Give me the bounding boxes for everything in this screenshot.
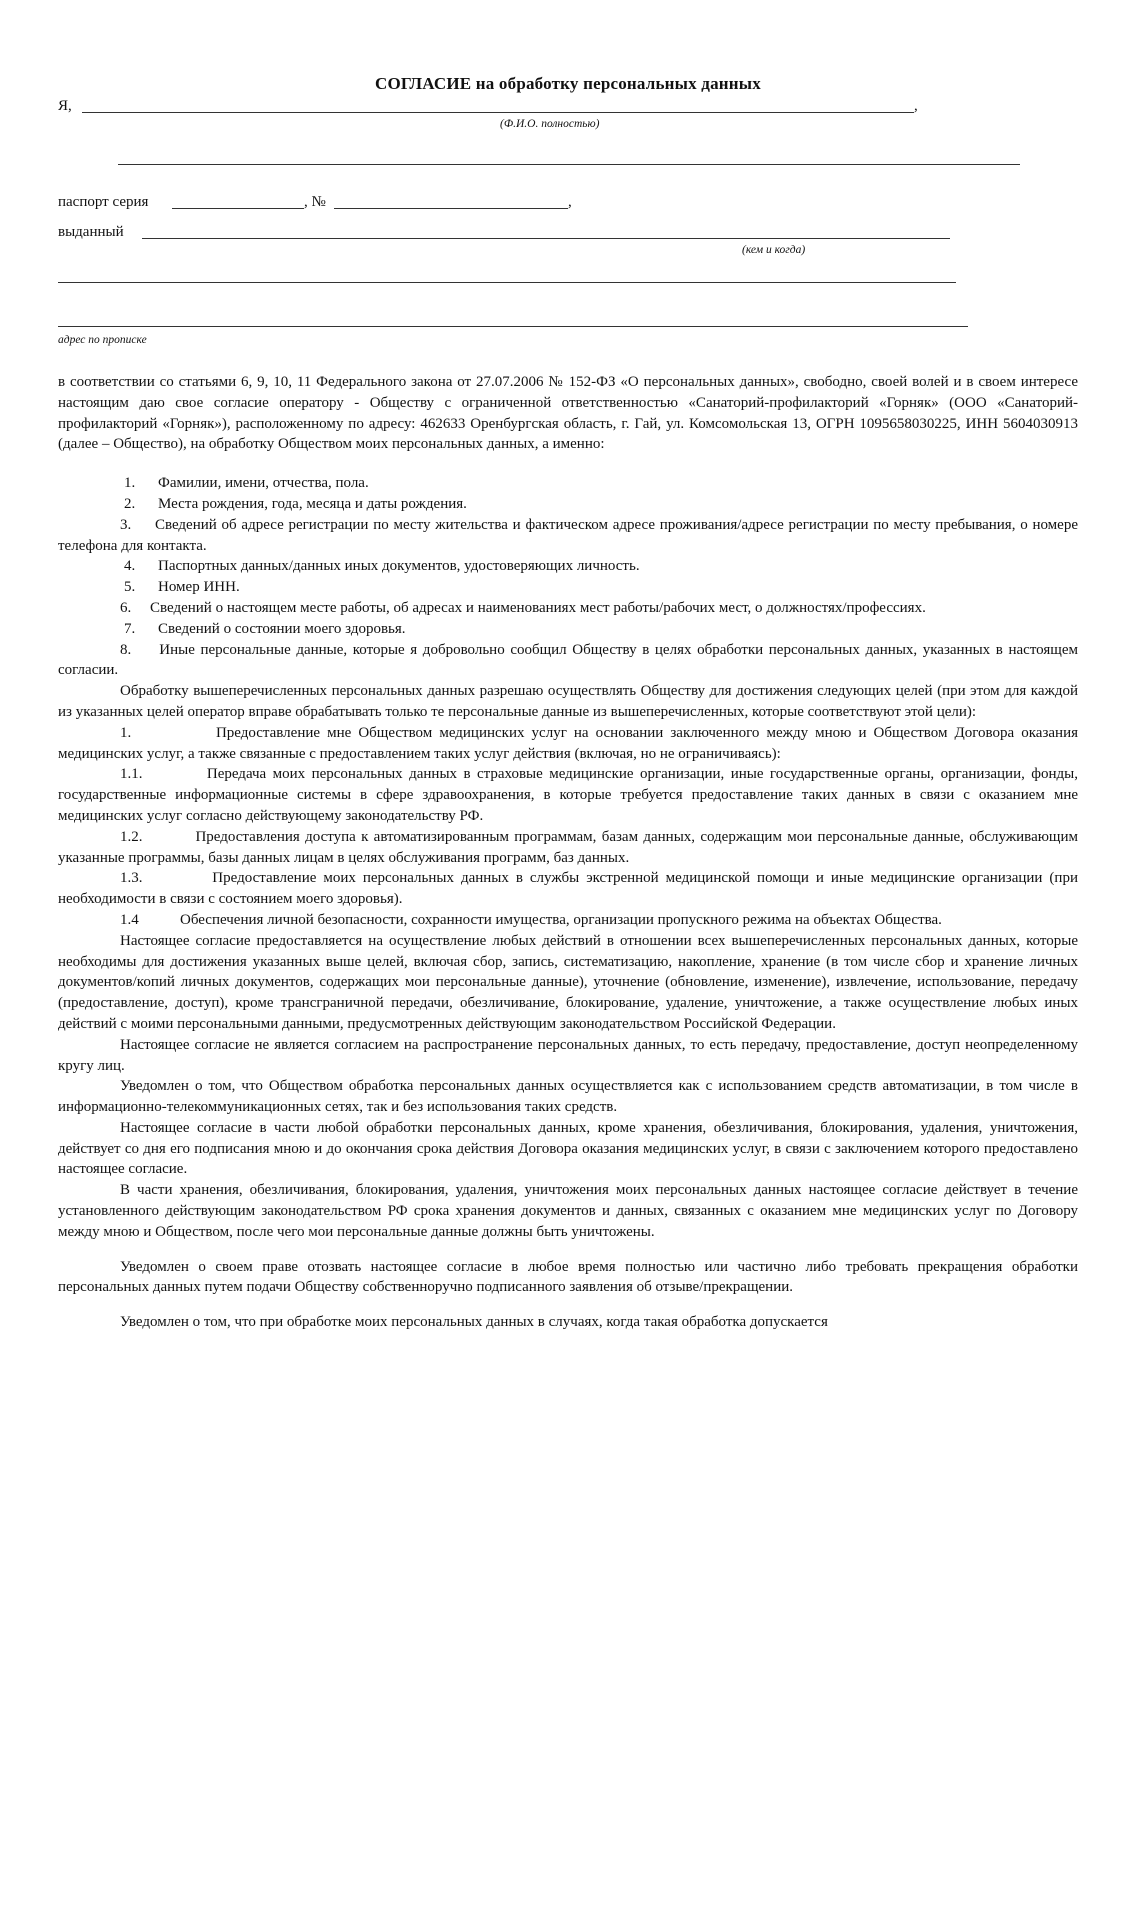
purpose-item: 1.1. Передача моих персональных данных в страховые медицинские организации, иные государственные органы, организации, фонды, государственные информационные системы в сфере здравоохранения, в которые требуется предоставление таких данных в связи с оказанием мне медицинских услуг согласно действующему законодательству РФ. (58, 766, 1078, 824)
list-item: 6. Сведений о настоящем месте работы, об адресах и наименованиях мест работы/рабочих мест, о должностях/профессиях. (120, 599, 926, 616)
passport-series-field[interactable] (172, 208, 304, 209)
document-title: СОГЛАСИЕ на обработку персональных данных (375, 74, 761, 93)
purpose-item: 1.2. Предоставления доступа к автоматизированным программам, базам данных, содержащим мои персональные данные, обслуживающим указанные программы, базы данных лицам в целях обслуживания программ, баз данных. (58, 828, 1079, 866)
list-item: 7. Сведений о состоянии моего здоровья. (124, 620, 406, 637)
paragraph: В части хранения, обезличивания, блокирования, удаления, уничтожения моих персональных данных настоящее согласие действует в течение установленного действующим законодательством РФ срока хранения документов и данных, связанных с оказанием мне медицинских услуг по Договору между мною и Обществом, после чего мои персональные данные должны быть уничтожены. (58, 1182, 1078, 1240)
paragraph: Настоящее согласие в части любой обработки персональных данных, кроме хранения, обезличивания, блокирования, удаления, уничтожения, действует со дня его подписания мною и до окончания срока действия Договора оказания медицинских услуг, в связи с заключением которого предоставлено настоящее согласие. (58, 1119, 1078, 1178)
purpose-item: 1.4 Обеспечения личной безопасности, сохранности имущества, организации пропускного режима на объектах Общества. (120, 911, 942, 928)
issued-label: выданный (58, 224, 124, 240)
passport-series-label: паспорт серия (58, 194, 149, 210)
purpose-item: 1. Предоставление мне Обществом медицинских услуг на основании заключенного между мною и Обществом Договора оказания медицинских услуг, а также связанные с предоставлением таких услуг действия (включая, но не ограничиваясь): (58, 724, 1078, 762)
list-item: 1. Фамилии, имени, отчества, пола. (124, 475, 369, 492)
paragraph: Уведомлен о том, что при обработке моих персональных данных в случаях, когда такая обработка допускается (120, 1314, 828, 1331)
ya-label: Я, (58, 98, 72, 114)
list-item: 8. Иные персональные данные, которые я добровольно сообщил Обществу в целях обработки персональных данных, указанных в настоящем согласии. (58, 641, 1078, 679)
fio-field-line[interactable] (82, 112, 914, 113)
list-item: 2. Места рождения, года, месяца и даты рождения. (124, 495, 467, 512)
passport-number-label: , № (304, 194, 326, 210)
list-item: 4. Паспортных данных/данных иных документов, удостоверяющих личность. (124, 558, 640, 575)
purposes-intro: Обработку вышеперечисленных персональных данных разрешаю осуществлять Обществу для достижения следующих целей (при этом для каждой из указанных целей оператор вправе обрабатывать только те персональные данные из вышеперечисленных, которые соответствуют этой цели): (58, 683, 1078, 720)
paragraph: Настоящее согласие предоставляется на осуществление любых действий в отношении всех вышеперечисленных персональных данных, которые необходимы для достижения указанных выше целей, включая сбор, запись, систематизацию, накопление, хранение (в том числе сбор и хранение личных документов/копий личных документов, содержащих мои персональные данные), уточнение (обновление, изменение), извлечение, использование, передачу (предоставление, доступ), кроме трансграничной передачи, обезличивание, блокирование, удаление, уничтожение, а также осуществление любых иных действий с моими персональными данными, предусмотренных действующим законодательством Российской Федерации. (58, 932, 1078, 1032)
issued-caption: (кем и когда) (742, 244, 806, 256)
paragraph: Настоящее согласие не является согласием на распространение персональных данных, то есть передачу, предоставление, доступ неопределенному кругу лиц. (58, 1036, 1078, 1074)
address-caption: адрес по прописке (58, 334, 147, 346)
address-field-line[interactable] (58, 326, 968, 327)
issued-field-line[interactable] (142, 238, 950, 239)
paragraph: Уведомлен о том, что Обществом обработка персональных данных осуществляется как с использованием средств автоматизации, в том числе в информационно-телекоммуникационных сетях, так и без использования таких средств. (58, 1078, 1078, 1116)
fio-caption: (Ф.И.О. полностью) (500, 118, 600, 130)
paragraph: Уведомлен о своем праве отозвать настоящее согласие в любое время полностью или частично либо требовать прекращения обработки персональных данных путем подачи Обществу собственноручно подписанного заявления об отзыве/прекращении. (58, 1258, 1078, 1296)
list-item: 5. Номер ИНН. (124, 579, 240, 596)
document-page: СОГЛАСИЕ на обработку персональных данных Я, , (Ф.И.О. полностью) паспорт серия , № , выданный (кем и когда) адрес по прописке в соответствии со статьями 6, 9, 10, 11 Федерального закона от 27.07.2006 № 152-ФЗ «О персональных данных», свободно, своей волей и в своем интересе настоящим даю свое согласие оператору - Обществу с ограниченной ответственностью «Санаторий-профилакторий «Горняк» (ООО «Санаторий-профилакторий «Горняк»), расположенному по адресу: 462633 Оренбургская область, г. Гай, ул. Комсомольская 13, ОГРН 1095658030225, ИНН 5604030913 (далее – Общество), на обработку Обществом моих персональных данных, а именно: 1. Фамилии, имени, отчества, пола. 2. Места рождения, года, месяца и даты рождения. 3. Сведений об адресе регистрации по месту жительства и фактическом адресе проживания/адресе регистрации по месту пребывания, о номере телефона для контакта. 4. Паспортных данных/данных иных документов, удостоверяющих личность. 5. Номер ИНН. 6. Сведений о настоящем месте работы, об адресах и наименованиях мест работы/рабочих мест, о должностях/профессиях. 7. Сведений о состоянии моего здоровья. 8. Иные персональные данные, которые я добровольно сообщил Обществу в целях обработки персональных данных, указанных в настоящем согласии. Обработку вышеперечисленных персональных данных разрешаю осуществлять Обществу для достижения следующих целей (при этом для каждой из указанных целей оператор вправе обрабатывать только те персональные данные из вышеперечисленных, которые соответствуют этой цели): 1. Предоставление мне Обществом медицинских услуг на основании заключенного между мною и Обществом Договора оказания медицинских услуг, а также связанные с предоставлением таких услуг действия (включая, но не ограничиваясь): 1.1. Передача моих персональных данных в страховые медицинские организации, иные государственные органы, организации, фонды, государственные информационные системы в сфере здравоохранения, в которые требуется предоставление таких данных в связи с оказанием мне медицинских услуг согласно действующему законодательству РФ. 1.2. Предоставления доступа к автоматизированным программам, базам данных, содержащим мои персональные данные, обслуживающим указанные программы, базы данных лицам в целях обслуживания программ, баз данных. 1.3. Предоставление моих персональных данных в службы экстренной медицинской помощи и иные медицинские организации (при необходимости в связи с состоянием моего здоровья). 1.4 Обеспечения личной безопасности, сохранности имущества, организации пропускного режима на объектах Общества. Настоящее согласие предоставляется на осуществление любых действий в отношении всех вышеперечисленных персональных данных, которые необходимы для достижения указанных выше целей, включая сбор, запись, систематизацию, накопление, хранение (в том числе сбор и хранение личных документов/копий личных документов, содержащих мои персональные данные), уточнение (обновление, изменение), извлечение, использование, передачу (предоставление, доступ), кроме трансграничной передачи, обезличивание, блокирование, удаление, уничтожение, а также осуществление любых иных действий с моими персональными данными, предусмотренных действующим законодательством Российской Федерации. Настоящее согласие не является согласием на распространение персональных данных, то есть передачу, предоставление, доступ неопределенному кругу лиц. Уведомлен о том, что Обществом обработка персональных данных осуществляется как с использованием средств автоматизации, в том числе в информационно-телекоммуникационных сетях, так и без использования таких средств. Настоящее согласие в части любой обработки персональных данных, кроме хранения, обезличивания, блокирования, удаления, уничтожения, действует со дня его подписания мною и до окончания срока действия Договора оказания медицинских услуг, в связи с заключением которого предоставлено настоящее согласие. В части хранения, обезличивания, блокирования, удаления, уничтожения моих персональных данных настоящее согласие действует в течение установленного действующим законодательством РФ срока хранения документов и данных, связанных с оказанием мне медицинских услуг по Договору между мною и Обществом, после чего мои персональные данные должны быть уничтожены. Уведомлен о своем праве отозвать настоящее согласие в любое время полностью или частично либо требовать прекращения обработки персональных данных путем подачи Обществу собственноручно подписанного заявления об отзыве/прекращении. Уведомлен о том, что при обработке моих персональных данных в случаях, когда такая обработка допускается (0, 0, 1136, 1920)
list-item: 3. Сведений об адресе регистрации по месту жительства и фактическом адресе проживания/адресе регистрации по месту пребывания, о номере телефона для контакта. (58, 516, 1078, 554)
intro-paragraph: в соответствии со статьями 6, 9, 10, 11 Федерального закона от 27.07.2006 № 152-ФЗ «О персональных данных», свободно, своей волей и в своем интересе настоящим даю свое согласие оператору - Обществу с ограниченной ответственностью «Санаторий-профилакторий «Горняк» (ООО «Санаторий-профилакторий «Горняк»), расположенному по адресу: 462633 Оренбургская область, г. Гай, ул. Комсомольская 13, ОГРН 1095658030225, ИНН 5604030913 (далее – Общество), на обработку Обществом моих персональных данных, а именно: (58, 374, 1078, 453)
document-body (58, 372, 1078, 1333)
fio-continuation-line[interactable] (118, 164, 1020, 165)
passport-number-field[interactable] (334, 208, 568, 209)
issued-continuation-line[interactable] (58, 282, 956, 283)
purpose-item: 1.3. Предоставление моих персональных данных в службы экстренной медицинской помощи и иные медицинские организации (при необходимости в связи с состоянием моего здоровья). (58, 870, 1078, 908)
